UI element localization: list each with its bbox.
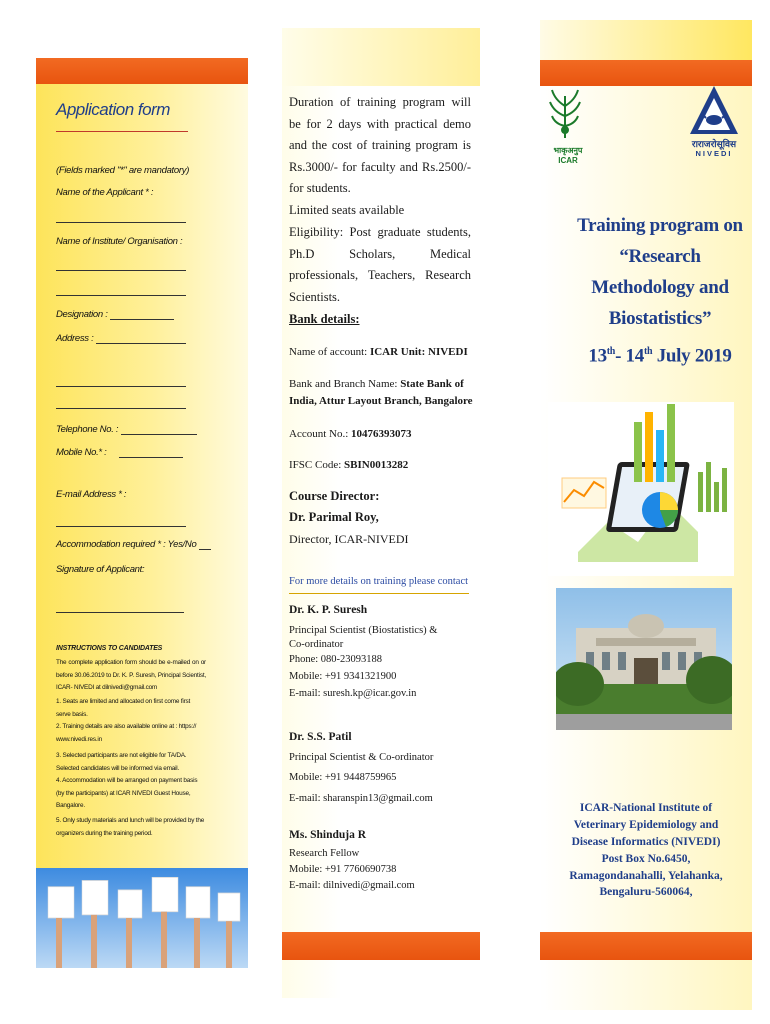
limited-seats-text: Limited seats available: [289, 203, 405, 217]
institute-line-2: Veterinary Epidemiology and: [573, 819, 719, 831]
title-line-1: Training program on: [577, 215, 743, 236]
accommodation-field[interactable]: [199, 549, 211, 550]
address-field-line-3[interactable]: [56, 408, 186, 409]
designation-label: Designation :: [56, 309, 108, 320]
mobile-field[interactable]: [119, 457, 183, 458]
hands-holding-cards-image: [36, 868, 248, 968]
institute-line-1: ICAR-National Institute of: [579, 802, 713, 814]
contact-2-name: Dr. S.S. Patil: [289, 731, 352, 743]
institute-field-line-2[interactable]: [56, 295, 186, 296]
contact-separator: [289, 593, 469, 594]
ifsc-value: SBIN0013282: [344, 459, 409, 471]
instruction-intro: The complete application form should be e-mailed on or before 30.06.2019 to Dr. K. P. Suresh, Principal Scientist, ICAR- NIVEDI at dilnivedi@gmail.com: [56, 659, 206, 691]
address-label: Address :: [56, 333, 94, 344]
icar-wheat-logo: [546, 86, 584, 142]
icar-logo-label: भाकृअनुप ICAR: [553, 146, 583, 165]
institute-label: Name of Institute/ Organisation :: [56, 236, 183, 247]
branch-label: Bank and Branch Name:: [289, 378, 398, 390]
contact-1-name: Dr. K. P. Suresh: [289, 604, 368, 616]
nivedi-logo: [688, 84, 740, 136]
institute-line-3: Disease Informatics (NIVEDI): [571, 836, 721, 848]
address-field[interactable]: [96, 343, 186, 344]
orange-bar-top-right: [540, 60, 752, 86]
account-name-value: ICAR Unit: NIVEDI: [369, 346, 468, 358]
signature-label: Signature of Applicant:: [56, 564, 145, 575]
mobile-label: Mobile No.* :: [56, 447, 107, 458]
account-number-row: [289, 428, 412, 440]
instruction-4: 4. Accommodation will be arranged on payment basis (by the participants) at ICAR NIVEDI Guest House, Bangalore.: [56, 777, 198, 809]
institute-field-line-1[interactable]: [56, 270, 186, 271]
contact-1-role: Principal Scientist (Biostatistics) & Co-ordinator: [289, 625, 438, 650]
instruction-2: 2. Training details are also available online at : https:// www.nivedi.res.in: [56, 723, 197, 743]
institute-line-4: Post Box No.6450,: [601, 853, 691, 865]
institute-line-6: Bengaluru-560064,: [599, 886, 693, 898]
accommodation-row: [56, 539, 211, 550]
contact-3-name: Ms. Shinduja R: [289, 829, 367, 841]
signature-field[interactable]: [56, 612, 184, 613]
instruction-1: 1. Seats are limited and allocated on first come first serve basis.: [56, 698, 191, 718]
title-line-2: “Research: [619, 246, 701, 267]
contact-2-role: Principal Scientist & Co-ordinator: [289, 752, 434, 763]
telephone-row: [56, 424, 197, 435]
applicant-name-field[interactable]: [56, 222, 186, 223]
program-duration-text: Duration of training program will be for 2 days with practical demo and the cost of training program is Rs.3000/- for faculty and Rs.2500/- for students.: [289, 95, 471, 195]
details-panel-header-band: [282, 28, 480, 86]
contact-1-mobile: Mobile: +91 9341321900: [289, 671, 397, 682]
mandatory-note: (Fields marked "*" are mandatory): [56, 165, 190, 176]
instructions-heading: INSTRUCTIONS TO CANDIDATES: [56, 645, 163, 652]
contact-2-email[interactable]: E-mail: sharanspin13@gmail.com: [289, 793, 433, 804]
date-start-suffix: th: [606, 346, 616, 357]
branch-row: [289, 376, 475, 410]
institute-line-5: Ramagondanahalli, Yelahanka,: [569, 870, 723, 882]
training-dates: [560, 336, 760, 371]
title-line-3: Methodology and: [591, 277, 729, 298]
contact-3-email[interactable]: E-mail: dilnivedi@gmail.com: [289, 880, 415, 891]
instruction-3: 3. Selected participants are not eligible for TA/DA. Selected candidates will be informed via email.: [56, 752, 187, 772]
instruction-5: 5. Only study materials and lunch will be provided by the organizers during the training period.: [56, 817, 205, 837]
course-director-heading: Course Director:: [289, 489, 380, 503]
title-underline: [56, 131, 188, 132]
date-end-suffix: th: [643, 346, 653, 357]
ifsc-label: IFSC Code:: [289, 459, 342, 471]
application-form-title: Application form: [56, 100, 170, 119]
date-end: July 2019: [656, 345, 732, 367]
designation-row: [56, 309, 174, 320]
account-number-label: Account No.:: [289, 428, 349, 440]
eligibility-text: Eligibility: Post graduate students, Ph.D Scholars, Medical professionals, Teachers, Research Scientists.: [289, 225, 471, 304]
contact-3-mobile: Mobile: +91 7760690738: [289, 864, 397, 875]
contact-1-email[interactable]: E-mail: suresh.kp@icar.gov.in: [289, 688, 417, 699]
account-number-value: 10476393073: [351, 428, 412, 440]
accommodation-label: Accommodation required * : Yes/No: [56, 539, 197, 550]
course-director-name: Dr. Parimal Roy,: [289, 510, 379, 524]
nivedi-building-photo: [556, 588, 732, 730]
nivedi-logo-label: NIVEDI: [695, 149, 733, 158]
nivedi-hindi-label: राराजरोसूविस: [691, 139, 737, 149]
account-name-row: [289, 346, 468, 358]
branch-value: State Bank of India, Attur Layout Branch, Bangalore: [289, 378, 473, 407]
date-middle: - 14: [615, 345, 644, 367]
designation-field[interactable]: [110, 319, 174, 320]
contact-3-role: Research Fellow: [289, 848, 360, 859]
address-field-line-2[interactable]: [56, 386, 186, 387]
course-director-role: Director, ICAR-NIVEDI: [289, 532, 409, 546]
ifsc-row: [289, 459, 408, 471]
address-row: [56, 333, 186, 344]
mobile-row: [56, 447, 183, 458]
contact-1-phone: Phone: 080-23093188: [289, 654, 383, 665]
title-line-4: Biostatistics”: [608, 308, 712, 329]
orange-bar-top-left: [36, 58, 248, 84]
email-field[interactable]: [56, 526, 186, 527]
orange-bar-bottom-middle: [282, 932, 480, 960]
orange-bar-bottom-right: [540, 932, 752, 960]
account-name-label: Name of account:: [289, 346, 368, 358]
telephone-field[interactable]: [121, 434, 197, 435]
analytics-charts-illustration: [548, 402, 734, 576]
date-start: 13: [588, 345, 607, 367]
contact-2-mobile: Mobile: +91 9448759965: [289, 772, 397, 783]
applicant-name-label: Name of the Applicant * :: [56, 187, 154, 198]
bank-details-heading: Bank details:: [289, 312, 360, 326]
telephone-label: Telephone No. :: [56, 424, 119, 435]
email-label: E-mail Address * :: [56, 489, 127, 500]
contact-note: For more details on training please contact: [289, 576, 469, 587]
